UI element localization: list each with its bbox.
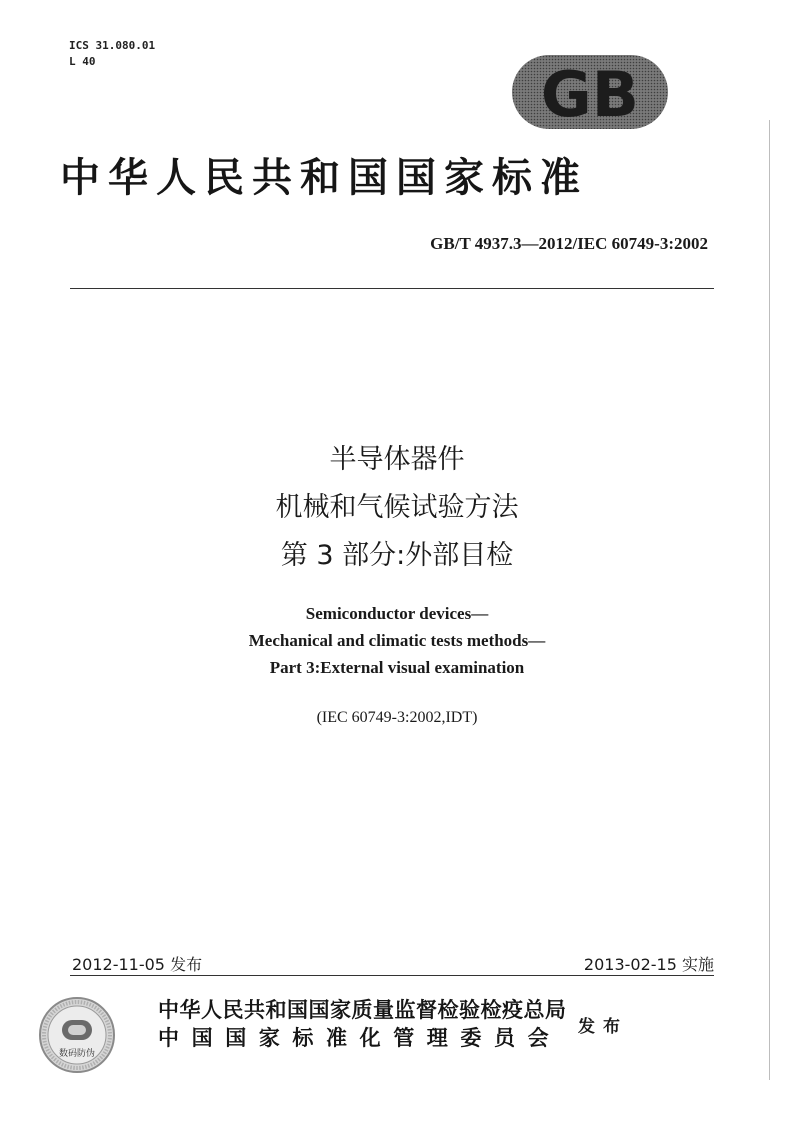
issuer-line2: 中国国家标准化管理委员会 xyxy=(158,1026,562,1050)
issue-date: 2012-11-05 发布 xyxy=(72,955,203,974)
seal-text: 数码防伪 xyxy=(58,1049,96,1059)
standard-category-title: 中华人民共和国国家标准 xyxy=(60,154,588,201)
classification-codes xyxy=(69,38,155,70)
equivalence-note: (IEC 60749-3:2002,IDT) xyxy=(316,709,478,726)
gb-logo-text: GB xyxy=(540,58,640,129)
footer-divider xyxy=(70,975,714,976)
gb-logo-icon xyxy=(512,55,668,129)
issuer-line1: 中华人民共和国国家质量监督检验检疫总局 xyxy=(158,998,567,1022)
page-edge-line xyxy=(769,120,770,1080)
anti-counterfeit-seal-icon xyxy=(38,996,116,1074)
implementation-date: 2013-02-15 实施 xyxy=(583,955,714,974)
title-cn-line3: 第 3 部分:外部目检 xyxy=(280,540,514,571)
standard-number: GB/T 4937.3—2012/IEC 60749-3:2002 xyxy=(430,234,708,253)
title-en-line3: Part 3:External visual examination xyxy=(269,658,525,677)
header-divider xyxy=(70,288,714,289)
title-en-line1: Semiconductor devices— xyxy=(305,604,489,623)
ics-code: ICS 31.080.01 xyxy=(69,39,156,52)
title-cn-line2: 机械和气候试验方法 xyxy=(275,492,519,523)
publish-label: 发布 xyxy=(578,1017,628,1037)
title-cn-line1: 半导体器件 xyxy=(329,444,465,475)
title-en-line2: Mechanical and climatic tests methods— xyxy=(248,631,546,650)
ccs-code: L 40 xyxy=(69,55,96,68)
